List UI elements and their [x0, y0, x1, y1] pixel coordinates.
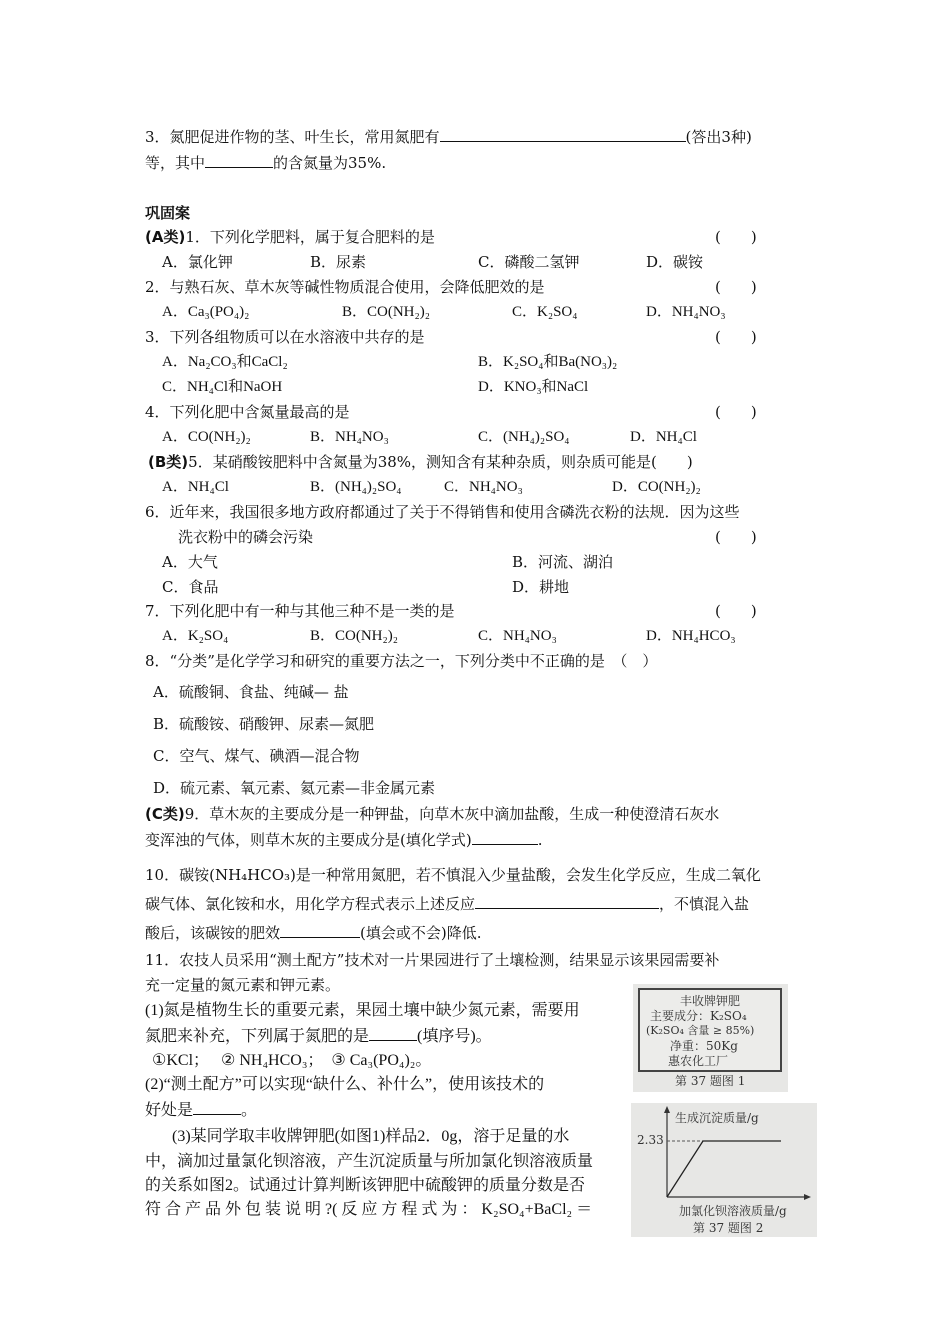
q5-option-a[interactable]: A．NH₄Cl [162, 479, 229, 495]
category-b: (B类) [148, 453, 189, 471]
answer-blank[interactable] [205, 153, 273, 168]
category-c: (C类) [145, 805, 185, 823]
fig2-ytick: 2.33 [637, 1133, 664, 1147]
answer-blank[interactable] [472, 830, 538, 845]
q8-option-d[interactable]: D．硫元素、氧元素、氦元素—非金属元素 [153, 779, 436, 797]
answer-blank[interactable] [440, 127, 686, 142]
q11-p2b: 好处是 [145, 1102, 194, 1119]
q5-stem-text: 5．某硝酸铵肥料中含氮量为38%，测知含有某种杂质，则杂质可能是( ) [188, 453, 693, 471]
q10-text3: 酸后，该碳铵的肥效 [145, 924, 281, 942]
q11-line1: 11．农技人员采用“测土配方”技术对一片果园进行了土壤检测，结果显示该果园需要补 [145, 951, 720, 969]
q1-answer-paren[interactable]: ( ) [715, 228, 757, 246]
q6-answer-paren[interactable]: ( ) [715, 528, 757, 546]
q11-part1-line2 [145, 1026, 492, 1047]
q3-option-a[interactable]: A．Na₂CO₃和CaCl₂ [162, 354, 288, 370]
q11-p2b-end: 。 [241, 1102, 258, 1119]
q9-stem-text2: 变浑浊的气体，则草木灰的主要成分是(填化学式) [145, 831, 472, 849]
q2-answer-paren[interactable]: ( ) [715, 278, 757, 296]
q11-part3-line1: (3)某同学取丰收牌钾肥(如图1)样品2．0g，溶于足量的水 [172, 1128, 570, 1145]
q3-option-b[interactable]: B．K₂SO₄和Ba(NO₃)₂ [478, 354, 618, 370]
figure-2 [631, 1103, 817, 1237]
answer-blank[interactable] [475, 894, 659, 909]
fig1-line4: 净重：50Kg [670, 1039, 738, 1053]
q11-part3-line4: 符 合 产 品 外 包 装 说 明 ?( 反 应 方 程 式 为 ： K₂SO₄+BaCl₂ ＝ [145, 1201, 593, 1218]
q6-option-b[interactable]: B．河流、湖泊 [512, 553, 614, 571]
section-title: 巩固案 [145, 204, 191, 222]
q7-option-c[interactable]: C．NH₄NO₃ [478, 628, 557, 644]
q11-part1-line1: (1)氮是植物生长的重要元素，果园土壤中缺少氮元素，需要用 [145, 1002, 580, 1019]
intro-q3-line2 [145, 153, 386, 173]
q5-option-d[interactable]: D．CO(NH₂)₂ [612, 479, 701, 495]
q10-line2 [145, 894, 749, 914]
q4-option-c[interactable]: C．(NH₄)₂SO₄ [478, 429, 570, 445]
q10-text2-end: ，不慎混入盐 [659, 895, 750, 913]
answer-blank[interactable] [193, 1100, 241, 1115]
answer-blank[interactable] [369, 1026, 417, 1041]
q10-text2: 碳气体、氯化铵和水，用化学方程式表示上述反应 [145, 895, 476, 913]
fig1-caption: 第 37 题图 1 [675, 1074, 746, 1088]
q2-option-d[interactable]: D．NH₄NO₃ [646, 304, 726, 320]
q4-stem: 4．下列化肥中含氮量最高的是 [145, 403, 350, 421]
category-a: (A类) [145, 228, 186, 246]
figure-1 [633, 984, 788, 1092]
intro-q3-tail: (答出3种) [685, 128, 752, 146]
q6-stem-line1: 6．近年来，我国很多地方政府都通过了关于不得销售和使用含磷洗衣粉的法规．因为这些 [145, 503, 740, 521]
q3-stem: 3．下列各组物质可以在水溶液中共存的是 [145, 328, 425, 346]
q2-option-c[interactable]: C．K₂SO₄ [512, 304, 578, 320]
intro-q3-text: 3．氮肥促进作物的茎、叶生长，常用氮肥有 [145, 128, 440, 146]
q8-option-a[interactable]: A．硫酸铜、食盐、纯碱— 盐 [153, 683, 349, 701]
q9-stem-line1 [145, 804, 719, 824]
q3-option-c[interactable]: C．NH₄Cl和NaOH [162, 379, 283, 395]
intro-q3-line1 [145, 127, 752, 147]
q2-option-b[interactable]: B．CO(NH₂)₂ [342, 304, 430, 320]
q11-part2-line2 [145, 1100, 257, 1121]
q6-option-a[interactable]: A．大气 [162, 553, 218, 571]
q11-part2-line1: (2)“测土配方”可以实现“缺什么、补什么”，使用该技术的 [145, 1076, 545, 1093]
q9-stem-line2 [145, 830, 543, 850]
q4-option-d[interactable]: D．NH₄Cl [630, 429, 697, 445]
q7-option-a[interactable]: A．K₂SO₄ [162, 628, 229, 644]
fig2-y-arrow [664, 1106, 670, 1113]
q3-option-d[interactable]: D．KNO₃和NaCl [478, 379, 589, 395]
q8-option-b[interactable]: B．硫酸铵、硝酸钾、尿素—氮肥 [153, 715, 375, 733]
q1-stem-text: 1．下列化学肥料，属于复合肥料的是 [185, 228, 435, 246]
q6-option-d[interactable]: D．耕地 [512, 578, 570, 596]
fertilizer-label-box [638, 988, 782, 1072]
fig1-line1: 丰收牌钾肥 [679, 994, 740, 1008]
q7-answer-paren[interactable]: ( ) [715, 602, 757, 620]
q2-stem: 2．与熟石灰、草木灰等碱性物质混合使用，会降低肥效的是 [145, 278, 545, 296]
q6-option-c[interactable]: C．食品 [162, 578, 219, 596]
intro-q3-text2: 等，其中 [145, 154, 206, 172]
q9-stem-end: . [537, 831, 543, 849]
q4-option-b[interactable]: B．NH₄NO₃ [310, 429, 389, 445]
q5-option-b[interactable]: B．(NH₄)₂SO₄ [310, 479, 402, 495]
q8-stem: 8．“分类”是化学学习和研究的重要方法之一，下列分类中不正确的是 （ ） [145, 652, 658, 670]
answer-blank[interactable] [280, 923, 360, 938]
fig1-line2: 主要成分：K₂SO₄ [650, 1009, 747, 1023]
q1-option-a[interactable]: A．氯化钾 [162, 253, 233, 271]
fig1-line3: (K₂SO₄ 含量 ≥ 85%) [646, 1024, 755, 1037]
q10-line3 [145, 923, 482, 943]
q5-stem [148, 452, 693, 472]
q4-option-a[interactable]: A．CO(NH₂)₂ [162, 429, 251, 445]
fig2-caption: 第 37 题图 2 [693, 1221, 764, 1235]
q11-p1b-end: (填序号)。 [417, 1028, 492, 1045]
q11-part3-line2: 中，滴加过量氯化钡溶液，产生沉淀质量与所加氯化钡溶液质量 [145, 1153, 594, 1170]
q11-line2: 充一定量的氮元素和钾元素。 [145, 976, 341, 994]
q10-text3-end: (填会或不会)降低. [360, 924, 482, 942]
q7-option-b[interactable]: B．CO(NH₂)₂ [310, 628, 398, 644]
q8-option-c[interactable]: C．空气、煤气、碘酒—混合物 [153, 747, 360, 765]
q11-part1-options: ①KCl； ② NH₄HCO₃； ③ Ca₃(PO₄)₂。 [152, 1052, 432, 1069]
q10-line1: 10．碳铵(NH₄HCO₃)是一种常用氮肥，若不慎混入少量盐酸，会发生化学反应，生成二氧化 [145, 866, 761, 884]
fig2-x-arrow [804, 1194, 811, 1200]
q7-option-d[interactable]: D．NH₄HCO₃ [646, 628, 736, 644]
q7-stem: 7．下列化肥中有一种与其他三种不是一类的是 [145, 602, 455, 620]
q2-option-a[interactable]: A．Ca₃(PO₄)₂ [162, 304, 250, 320]
q11-part3-line3: 的关系如图2。试通过计算判断该钾肥中硫酸钾的质量分数是否 [145, 1177, 586, 1194]
q9-stem-text: 9．草木灰的主要成分是一种钾盐，向草木灰中滴加盐酸，生成一种使澄清石灰水 [184, 805, 720, 823]
fig2-curve [667, 1141, 781, 1197]
q1-option-d[interactable]: D．碳铵 [646, 253, 704, 271]
q4-answer-paren[interactable]: ( ) [715, 403, 757, 421]
q11-p1b: 氮肥来补充，下列属于氮肥的是 [145, 1028, 370, 1045]
q1-stem [145, 227, 435, 247]
q1-option-b[interactable]: B．尿素 [310, 253, 367, 271]
fig1-line5: 惠农化工厂 [668, 1054, 729, 1068]
q1-option-c[interactable]: C．磷酸二氢钾 [478, 253, 580, 271]
q5-option-c[interactable]: C．NH₄NO₃ [444, 479, 523, 495]
q3-answer-paren[interactable]: ( ) [715, 328, 757, 346]
intro-q3-text3: 的含氮量为35%. [273, 154, 387, 172]
fig2-ylabel: 生成沉淀质量/g [675, 1111, 759, 1125]
q6-stem-line2: 洗衣粉中的磷会污染 [178, 528, 314, 546]
fig2-xlabel: 加氯化钡溶液质量/g [679, 1204, 787, 1218]
